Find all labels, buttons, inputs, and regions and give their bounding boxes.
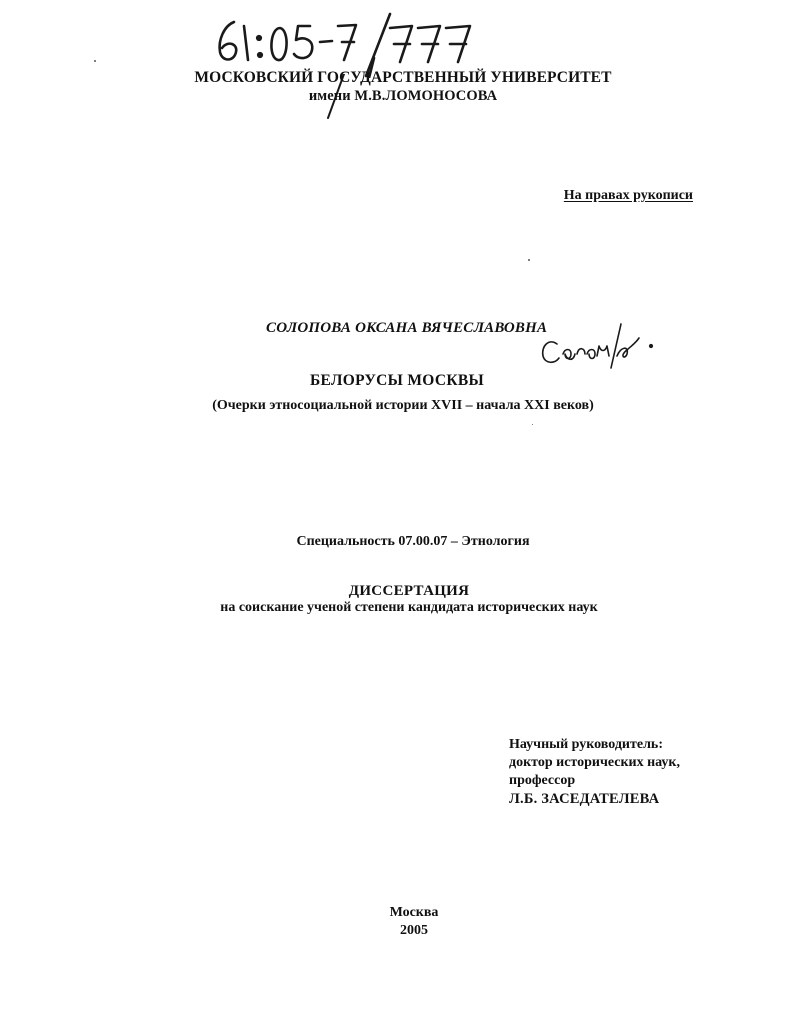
author-signature bbox=[535, 316, 675, 376]
scan-speck bbox=[528, 259, 530, 261]
university-name bbox=[6, 69, 794, 105]
scan-speck bbox=[532, 424, 533, 425]
scan-speck bbox=[94, 60, 96, 62]
dissertation-subtitle: (Очерки этносоциальной истории XVII – начала XXI веков) bbox=[212, 398, 594, 413]
university-line-2: имени М.В.ЛОМОНОСОВА bbox=[308, 88, 498, 104]
year: 2005 bbox=[400, 923, 428, 938]
document-type: ДИССЕРТАЦИЯ bbox=[348, 583, 470, 599]
dissertation-title: БЕЛОРУСЫ МОСКВЫ bbox=[309, 372, 485, 389]
author-name: СОЛОПОВА ОКСАНА ВЯЧЕСЛАВОВНА bbox=[266, 320, 548, 336]
manuscript-rights-note: На правах рукописи bbox=[563, 188, 693, 203]
handwritten-catalog-number bbox=[214, 8, 484, 78]
supervisor-title: профессор bbox=[509, 773, 576, 788]
supervisor-degree: доктор исторических наук, bbox=[509, 755, 681, 770]
scientific-supervisor bbox=[509, 736, 680, 808]
degree-sought: на соискание ученой степени кандидата исторических наук bbox=[220, 600, 598, 615]
university-line-1: МОСКОВСКИЙ ГОСУДАРСТВЕННЫЙ УНИВЕРСИТЕТ bbox=[194, 69, 612, 86]
place-and-year bbox=[17, 904, 794, 940]
supervisor-role: Научный руководитель: bbox=[509, 737, 663, 752]
specialty: Специальность 07.00.07 – Этнология bbox=[296, 534, 530, 549]
city: Москва bbox=[389, 905, 439, 920]
supervisor-name: Л.Б. ЗАСЕДАТЕЛЕВА bbox=[509, 791, 660, 807]
